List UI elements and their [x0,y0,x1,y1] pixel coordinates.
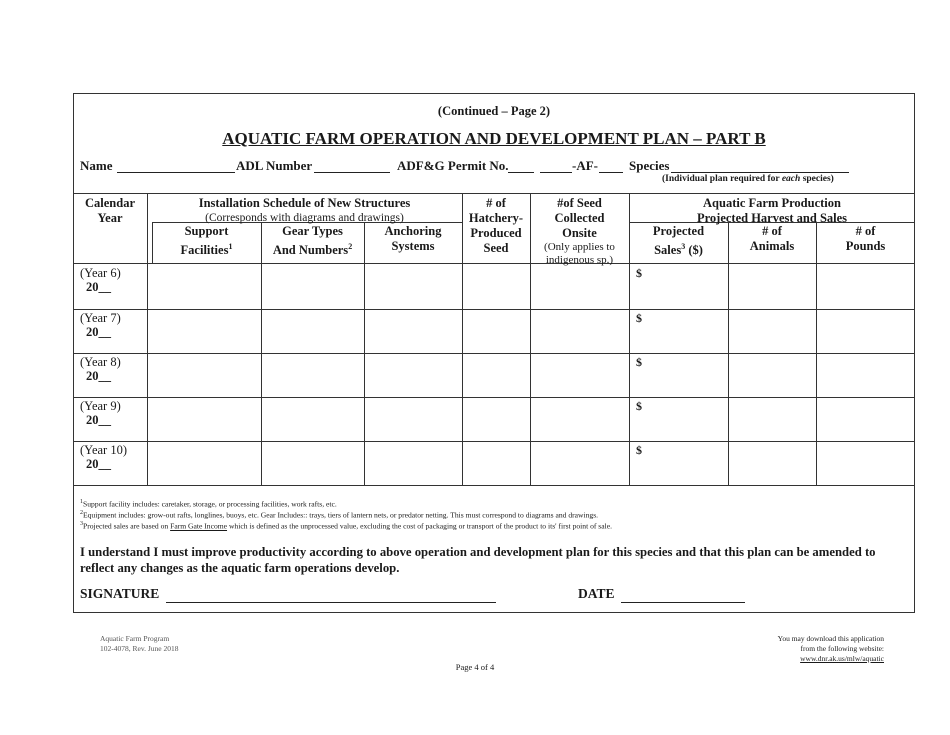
adl-label: ADL Number [236,158,313,173]
col-gear-header: Gear Types And Numbers$^2$ [272,224,353,258]
col-anchor-header: Anchoring Systems [384,224,442,253]
row-line-1 [73,309,915,310]
table-bottom-line [73,485,915,486]
col-calendar-header: Calendar Year [85,196,135,225]
col-line-2 [261,222,262,485]
col-line-3 [364,222,365,485]
species-note: (Individual plan required for each species) [662,174,834,184]
page-number: Page 4 of 4 [455,662,495,672]
col-line-1 [147,193,148,485]
year-label: (Year 7) 20__ [80,311,121,339]
col-support-header: Support Facilities$^1$ [180,224,233,258]
footnote-2: $^2$Equipment includes: grow-out rafts, longlines, buoys, etc. Gear Includes:: trays, tiers of lantern nets, or predator netting. This must correspond to diagrams and drawings. [80,510,599,520]
row-line-2 [73,353,915,354]
footnote-3: $^3$Projected sales are based on Farm Gate Income which is defined as the unprocessed value, excluding the cost of packaging or transport of the product to its' first point of sale. [80,521,613,531]
signature-label: SIGNATURE [80,586,160,601]
species-label: Species [629,158,670,173]
signature-field[interactable] [166,602,496,603]
col-line-7 [728,222,729,485]
agreement-statement: I understand I must improve productivity according to above operation and development plan for this species and that this plan can be amended to reflect any changes as the aquatic farm operations develop. [80,545,876,575]
year-label: (Year 9) 20__ [80,399,121,427]
col-production-header: Aquatic Farm Production Projected Harvest and Sales [696,196,848,225]
header-bottom-line [73,263,915,264]
year-label: (Year 10) 20__ [80,443,127,471]
col-seed-header: #of Seed Collected Onsite (Only applies to indigenous sp.) [544,196,615,266]
species-field[interactable] [671,172,849,173]
permit-label: ADF&G Permit No. [397,158,509,173]
name-field[interactable] [117,172,235,173]
col-line-8 [816,222,817,485]
continued-label: (Continued – Page 2) [437,104,551,118]
col-pounds-header: # of Pounds [845,224,886,253]
permit-field-2[interactable] [540,172,572,173]
date-field[interactable] [621,602,745,603]
col-install-header: Installation Schedule of New Structures (Corresponds with diagrams and drawings) [198,196,411,224]
sales-dollar: $ [636,311,642,325]
form-title: AQUATIC FARM OPERATION AND DEVELOPMENT PLAN – PART B [222,129,766,148]
af-label: -AF- [572,158,598,173]
row-line-4 [73,441,915,442]
date-label: DATE [578,586,615,601]
col-sales-header: Projected Sales$^3$ ($) [652,224,705,258]
row-line-3 [73,397,915,398]
footnote-1: $^1$Support facility includes: caretaker, storage, or processing facilities, work rafts, etc. [80,499,337,509]
sales-dollar: $ [636,266,642,280]
col-hatchery-header: # of Hatchery- Produced Seed [468,196,524,255]
download-note: You may download this application from the following website: www.dnr.ak.us/mlw/aquatic [700,634,884,664]
table-top-line [73,193,915,194]
permit-field-1[interactable] [508,172,534,173]
year-label: (Year 8) 20__ [80,355,121,383]
sales-dollar: $ [636,399,642,413]
year-label: (Year 6) 20__ [80,266,121,294]
adl-field[interactable] [314,172,390,173]
name-label: Name [80,158,113,173]
website-link[interactable]: www.dnr.ak.us/mlw/aquatic [800,654,884,663]
sales-dollar: $ [636,355,642,369]
sales-dollar: $ [636,443,642,457]
permit-field-3[interactable] [599,172,623,173]
col-animals-header: # of Animals [749,224,795,253]
form-id: Aquatic Farm Program 102-4078, Rev. June 2018 [100,634,179,653]
